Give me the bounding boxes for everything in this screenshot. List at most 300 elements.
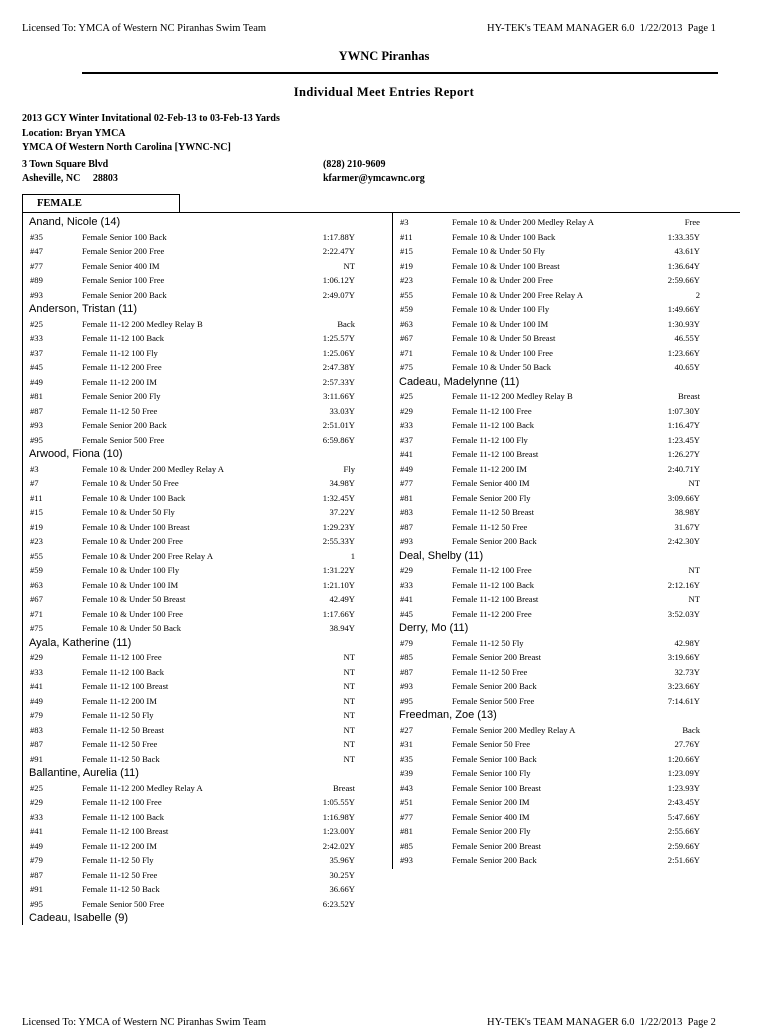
seed-time: Breast	[678, 391, 700, 401]
event-number: #59	[30, 565, 43, 575]
seed-time: 34.98Y	[329, 478, 355, 488]
event-name: Female 10 & Under 50 Back	[452, 362, 552, 372]
event-name: Female 11-12 200 Medley Relay B	[452, 391, 573, 401]
event-number: #25	[30, 318, 43, 329]
entry-row	[393, 346, 738, 361]
event-name: Female 11-12 50 Breast	[452, 507, 535, 517]
event-name: Female 11-12 200 IM	[82, 695, 157, 706]
event-name: Female 11-12 50 Back	[82, 753, 160, 764]
entry-row	[23, 476, 391, 491]
event-name: Female 11-12 100 Back	[82, 333, 165, 343]
event-number: #25	[400, 391, 413, 401]
seed-time: 2:51.01Y	[322, 420, 355, 430]
event-number: #67	[30, 594, 43, 604]
event-number: #93	[400, 536, 413, 546]
seed-time: 1:23.66Y	[667, 347, 700, 358]
event-name: Female 10 & Under 200 Free Relay A	[452, 289, 584, 300]
event-name: Female 11-12 100 Free	[452, 405, 532, 416]
entry-row	[393, 679, 738, 694]
event-name: Female 11-12 50 Fly	[82, 710, 154, 720]
entry-row	[23, 534, 391, 549]
entry-row	[393, 737, 738, 752]
event-number: #79	[30, 710, 43, 720]
seed-time: 5:47.66Y	[667, 811, 700, 822]
seed-time: 3:09.66Y	[667, 492, 700, 503]
seed-time: 1:33.35Y	[667, 231, 700, 242]
event-name: Female 10 & Under 100 Free	[452, 347, 553, 358]
entry-row	[23, 752, 391, 767]
event-number: #15	[400, 246, 413, 256]
entry-row	[393, 273, 738, 288]
seed-time: 1:16.47Y	[667, 420, 700, 430]
seed-time: NT	[688, 565, 700, 575]
entry-row	[23, 781, 391, 796]
seed-time: 32.73Y	[674, 666, 700, 677]
event-number: #25	[30, 782, 43, 793]
entry-row	[393, 592, 738, 607]
seed-time: 2:55.33Y	[322, 536, 355, 546]
event-name: Female 11-12 100 Breast	[82, 681, 169, 691]
event-number: #33	[30, 666, 43, 677]
event-number: #87	[30, 869, 43, 880]
seed-time: 3:23.66Y	[667, 681, 700, 691]
event-name: Female Senior 100 Back	[452, 753, 537, 764]
event-number: #95	[30, 434, 43, 445]
seed-time: 38.98Y	[674, 507, 700, 517]
event-number: #71	[400, 347, 413, 358]
right-entries-column	[393, 215, 738, 868]
event-name: Female 11-12 200 IM	[82, 376, 157, 387]
event-name: Female Senior 100 Breast	[452, 782, 542, 793]
event-number: #95	[400, 695, 413, 706]
event-name: Female 11-12 100 Back	[452, 420, 535, 430]
meet-org: YMCA Of Western North Carolina [YWNC-NC]	[22, 142, 231, 153]
event-name: Female Senior 100 Free	[82, 275, 165, 285]
event-name: Female Senior 200 Back	[452, 536, 537, 546]
entry-row	[23, 433, 391, 448]
entry-row	[393, 839, 738, 854]
event-name: Female 11-12 50 Free	[82, 869, 158, 880]
swimmer-name: Anderson, Tristan (11)	[29, 303, 138, 315]
entry-row	[23, 607, 391, 622]
event-number: #55	[400, 289, 413, 300]
entry-row	[393, 215, 738, 230]
entry-row	[393, 578, 738, 593]
event-number: #93	[30, 289, 43, 300]
seed-time: NT	[343, 260, 355, 271]
seed-time: 2:51.66Y	[667, 855, 700, 865]
entry-row	[23, 824, 391, 839]
event-name: Female 10 & Under 100 Back	[452, 231, 556, 242]
event-number: #83	[400, 507, 413, 517]
event-name: Female 10 & Under 50 Fly	[82, 507, 175, 517]
event-number: #3	[30, 463, 39, 474]
seed-time: 1:23.93Y	[667, 782, 700, 793]
event-name: Female 11-12 50 Fly	[452, 637, 524, 648]
left-entries-column	[23, 215, 391, 926]
event-number: #45	[400, 608, 413, 619]
swimmer-name: Anand, Nicole (14)	[29, 216, 121, 228]
event-name: Female 11-12 100 Free	[82, 797, 162, 807]
event-number: #59	[400, 304, 413, 314]
seed-time: 1:05.55Y	[322, 797, 355, 807]
org-address-2: Asheville, NC 28803	[22, 173, 118, 184]
seed-time: 2:42.02Y	[322, 840, 355, 851]
seed-time: Back	[682, 724, 700, 735]
event-name: Female 11-12 100 Fly	[82, 347, 158, 358]
seed-time: 3:11.66Y	[323, 391, 355, 401]
seed-time: 1:25.57Y	[322, 333, 355, 343]
footer-license: Licensed To: YMCA of Western NC Piranhas Swim Team	[22, 1017, 267, 1028]
event-name: Female 11-12 200 Medley Relay A	[82, 782, 203, 793]
event-name: Female Senior 200 Back	[82, 420, 167, 430]
swimmer-name: Ayala, Katherine (11)	[29, 636, 132, 649]
event-number: #91	[30, 884, 43, 894]
entry-row	[393, 302, 738, 317]
entry-row	[23, 897, 391, 912]
event-number: #15	[30, 507, 43, 517]
seed-time: 2:57.33Y	[322, 376, 355, 387]
seed-time: 2:59.66Y	[667, 840, 700, 851]
event-name: Female Senior 400 IM	[452, 811, 530, 822]
event-number: #83	[30, 724, 43, 735]
event-number: #37	[400, 434, 413, 445]
license-text: Licensed To: YMCA of Western NC Piranhas Swim Team	[22, 23, 267, 34]
report-date: 1/22/2013	[639, 23, 683, 34]
entry-row	[23, 491, 391, 506]
entry-row	[23, 882, 391, 897]
event-number: #93	[400, 855, 413, 865]
entry-row	[23, 520, 391, 535]
seed-time: NT	[343, 739, 355, 749]
event-name: Female Senior 200 Fly	[82, 391, 161, 401]
event-name: Female 10 & Under 200 Medley Relay A	[452, 217, 595, 227]
seed-time: 7:14.61Y	[667, 695, 700, 706]
event-name: Female Senior 500 Free	[82, 434, 165, 445]
entry-row	[393, 476, 738, 491]
footer-page: Page 2	[687, 1017, 716, 1028]
seed-time: 43.61Y	[674, 246, 700, 256]
event-name: Female 11-12 200 Free	[82, 362, 162, 372]
event-name: Female 11-12 100 Back	[82, 666, 165, 677]
event-number: #79	[400, 637, 413, 648]
seed-time: 1:29.23Y	[322, 521, 355, 532]
event-name: Female 11-12 50 Fly	[82, 855, 154, 865]
seed-time: 1:32.45Y	[322, 492, 355, 503]
entry-row	[393, 317, 738, 332]
seed-time: 1:25.06Y	[322, 347, 355, 358]
entry-row	[393, 563, 738, 578]
event-name: Female 11-12 200 Free	[452, 608, 532, 619]
entry-row	[393, 723, 738, 738]
event-name: Female 10 & Under 100 Fly	[452, 304, 550, 314]
swimmer-name: Freedman, Zoe (13)	[399, 709, 497, 721]
event-number: #81	[30, 391, 43, 401]
entry-row	[393, 447, 738, 462]
event-name: Female 10 & Under 100 Back	[82, 492, 186, 503]
seed-time: NT	[343, 681, 355, 691]
footer-date: 1/22/2013	[639, 1017, 683, 1028]
entry-row	[393, 607, 738, 622]
entry-row	[23, 418, 391, 433]
entry-row	[393, 694, 738, 709]
seed-time: NT	[688, 478, 700, 488]
event-number: #29	[30, 652, 43, 662]
event-number: #77	[400, 478, 413, 488]
event-name: Female 10 & Under 200 Free	[452, 275, 553, 285]
event-name: Female Senior 200 Fly	[452, 492, 531, 503]
entry-row	[393, 752, 738, 767]
entry-row	[23, 230, 391, 245]
event-number: #87	[30, 405, 43, 416]
entry-row	[393, 433, 738, 448]
software-name: HY-TEK's TEAM MANAGER 6.0	[487, 23, 635, 34]
entry-row	[23, 694, 391, 709]
event-number: #71	[30, 608, 43, 619]
report-title: Individual Meet Entries Report	[293, 85, 475, 99]
meet-info	[22, 112, 280, 187]
seed-time: 1	[350, 550, 355, 561]
event-number: #29	[400, 565, 413, 575]
entry-row	[23, 288, 391, 303]
entry-row	[23, 360, 391, 375]
entry-row	[393, 404, 738, 419]
event-number: #7	[30, 478, 39, 488]
event-name: Female 11-12 100 Breast	[452, 594, 539, 604]
event-number: #75	[30, 623, 43, 633]
event-number: #93	[30, 420, 43, 430]
event-number: #35	[400, 753, 413, 764]
event-number: #85	[400, 840, 413, 851]
seed-time: 2	[695, 289, 700, 300]
seed-time: 1:17.66Y	[322, 608, 355, 619]
entry-row	[23, 462, 391, 477]
event-number: #87	[400, 521, 413, 532]
event-name: Female 11-12 50 Back	[82, 884, 160, 894]
event-name: Female 11-12 100 Fly	[452, 434, 528, 445]
seed-time: NT	[343, 753, 355, 764]
event-number: #19	[30, 521, 43, 532]
seed-time: 1:26.27Y	[667, 449, 700, 459]
event-name: Female 11-12 200 IM	[82, 840, 157, 851]
team-name: YWNC Piranhas	[338, 49, 430, 63]
event-number: #49	[30, 376, 43, 387]
event-number: #19	[400, 260, 413, 271]
entry-row	[23, 679, 391, 694]
entry-row	[23, 737, 391, 752]
entry-row	[23, 549, 391, 564]
entry-row	[393, 534, 738, 549]
event-name: Female 10 & Under 100 Free	[82, 608, 183, 619]
entry-row	[393, 810, 738, 825]
event-name: Female 10 & Under 50 Free	[82, 478, 179, 488]
seed-time: 2:40.71Y	[667, 463, 700, 474]
entry-row	[23, 621, 391, 636]
seed-time: NT	[343, 710, 355, 720]
seed-time: 1:36.64Y	[667, 260, 700, 271]
event-name: Female Senior 400 IM	[82, 260, 160, 271]
event-number: #31	[400, 739, 413, 749]
event-number: #33	[30, 811, 43, 822]
entry-row	[393, 244, 738, 259]
contact-info	[323, 158, 425, 187]
entry-row	[23, 839, 391, 854]
event-number: #33	[30, 333, 43, 343]
entry-row	[393, 824, 738, 839]
entry-row	[23, 389, 391, 404]
seed-time: 1:07.30Y	[667, 405, 700, 416]
seed-time: 2:59.66Y	[667, 275, 700, 285]
seed-time: NT	[343, 666, 355, 677]
seed-time: 1:16.98Y	[322, 811, 355, 822]
seed-time: 37.22Y	[329, 507, 355, 517]
event-name: Female 10 & Under 50 Breast	[452, 333, 556, 343]
event-number: #49	[30, 840, 43, 851]
entry-row	[393, 853, 738, 868]
event-name: Female Senior 100 Back	[82, 231, 167, 242]
seed-time: 1:23.45Y	[667, 434, 700, 445]
event-name: Female 10 & Under 200 Free Relay A	[82, 550, 214, 561]
meet-location: Location: Bryan YMCA	[22, 127, 126, 139]
entry-row	[23, 317, 391, 332]
event-number: #33	[400, 420, 413, 430]
entry-row	[393, 389, 738, 404]
seed-time: NT	[343, 724, 355, 735]
event-number: #63	[30, 579, 43, 590]
event-name: Female Senior 200 Breast	[452, 840, 542, 851]
event-name: Female Senior 500 Free	[82, 898, 165, 909]
section-header: FEMALE	[22, 194, 180, 213]
entry-row	[23, 375, 391, 390]
event-name: Female 11-12 50 Free	[452, 666, 528, 677]
entry-row	[23, 708, 391, 723]
event-number: #49	[30, 695, 43, 706]
event-number: #63	[400, 318, 413, 329]
event-name: Female 11-12 200 IM	[452, 463, 527, 474]
seed-time: 27.76Y	[674, 739, 700, 749]
event-name: Female Senior 100 Fly	[452, 768, 531, 778]
event-number: #75	[400, 362, 413, 372]
entry-row	[393, 230, 738, 245]
seed-time: Back	[337, 318, 355, 329]
event-name: Female Senior 200 Free	[82, 246, 165, 256]
event-number: #85	[400, 652, 413, 662]
entry-row	[393, 795, 738, 810]
entry-row	[393, 665, 738, 680]
seed-time: 31.67Y	[674, 521, 700, 532]
entry-row	[23, 505, 391, 520]
event-number: #41	[400, 449, 413, 459]
seed-time: 1:21.10Y	[322, 579, 355, 590]
entry-row	[23, 578, 391, 593]
seed-time: 36.66Y	[329, 884, 355, 894]
entry-row	[23, 259, 391, 274]
entry-row	[393, 491, 738, 506]
footer-software: HY-TEK's TEAM MANAGER 6.0	[487, 1017, 635, 1028]
event-number: #29	[400, 405, 413, 416]
org-address-1: 3 Town Square Blvd	[22, 158, 109, 170]
entry-row	[23, 868, 391, 883]
event-number: #81	[400, 826, 413, 836]
event-name: Female 11-12 100 Breast	[452, 449, 539, 459]
swimmer-name: Ballantine, Aurelia (11)	[29, 767, 139, 779]
event-name: Female 10 & Under 100 Breast	[82, 521, 190, 532]
event-name: Female 10 & Under 100 IM	[452, 318, 549, 329]
event-number: #23	[30, 536, 43, 546]
entry-row	[393, 259, 738, 274]
footer-software-info	[487, 1017, 716, 1028]
event-name: Female Senior 200 Back	[452, 681, 537, 691]
seed-time: 33.03Y	[329, 405, 355, 416]
seed-time: 1:06.12Y	[322, 275, 355, 285]
entry-row	[23, 795, 391, 810]
event-number: #33	[400, 579, 413, 590]
entry-row	[23, 273, 391, 288]
seed-time: 30.25Y	[329, 869, 355, 880]
entry-row	[393, 288, 738, 303]
seed-time: NT	[343, 652, 355, 662]
entry-row	[393, 418, 738, 433]
event-number: #95	[30, 898, 43, 909]
seed-time: Free	[684, 217, 700, 227]
entry-row	[23, 331, 391, 346]
event-name: Female Senior 200 Breast	[452, 652, 542, 662]
event-name: Female Senior 200 Back	[452, 855, 537, 865]
event-number: #55	[30, 550, 43, 561]
seed-time: 1:23.00Y	[322, 826, 355, 836]
entry-row	[23, 665, 391, 680]
seed-time: 2:12.16Y	[667, 579, 700, 590]
event-number: #67	[400, 333, 413, 343]
seed-time: 1:31.22Y	[322, 565, 355, 575]
entry-row	[23, 853, 391, 868]
event-name: Female 11-12 200 Medley Relay B	[82, 318, 203, 329]
event-name: Female 10 & Under 100 Breast	[452, 260, 560, 271]
title-divider	[82, 72, 718, 74]
seed-time: 6:23.52Y	[322, 898, 355, 909]
entry-row	[393, 331, 738, 346]
org-email: kfarmer@ymcawnc.org	[323, 173, 425, 184]
seed-time: 2:47.38Y	[322, 362, 355, 372]
event-number: #87	[30, 739, 43, 749]
event-number: #47	[30, 246, 43, 256]
event-name: Female Senior 500 Free	[452, 695, 535, 706]
entry-row	[23, 810, 391, 825]
event-number: #35	[30, 231, 43, 242]
seed-time: 2:42.30Y	[667, 536, 700, 546]
seed-time: 42.49Y	[329, 594, 355, 604]
event-name: Female Senior 200 Back	[82, 289, 167, 300]
event-name: Female Senior 200 Medley Relay A	[452, 724, 576, 735]
swimmer-name: Arwood, Fiona (10)	[29, 448, 123, 460]
entry-row	[23, 563, 391, 578]
entry-row	[393, 650, 738, 665]
entry-row	[23, 346, 391, 361]
event-name: Female 10 & Under 50 Breast	[82, 594, 186, 604]
event-name: Female 10 & Under 100 Fly	[82, 565, 180, 575]
event-name: Female 10 & Under 100 IM	[82, 579, 179, 590]
event-number: #41	[30, 826, 43, 836]
event-number: #43	[400, 782, 413, 793]
seed-time: 38.94Y	[329, 623, 355, 633]
entry-row	[393, 520, 738, 535]
event-number: #11	[400, 231, 413, 242]
seed-time: NT	[343, 695, 355, 706]
event-number: #29	[30, 797, 43, 807]
event-number: #89	[30, 275, 43, 285]
event-number: #81	[400, 492, 413, 503]
seed-time: 2:43.45Y	[667, 797, 700, 807]
